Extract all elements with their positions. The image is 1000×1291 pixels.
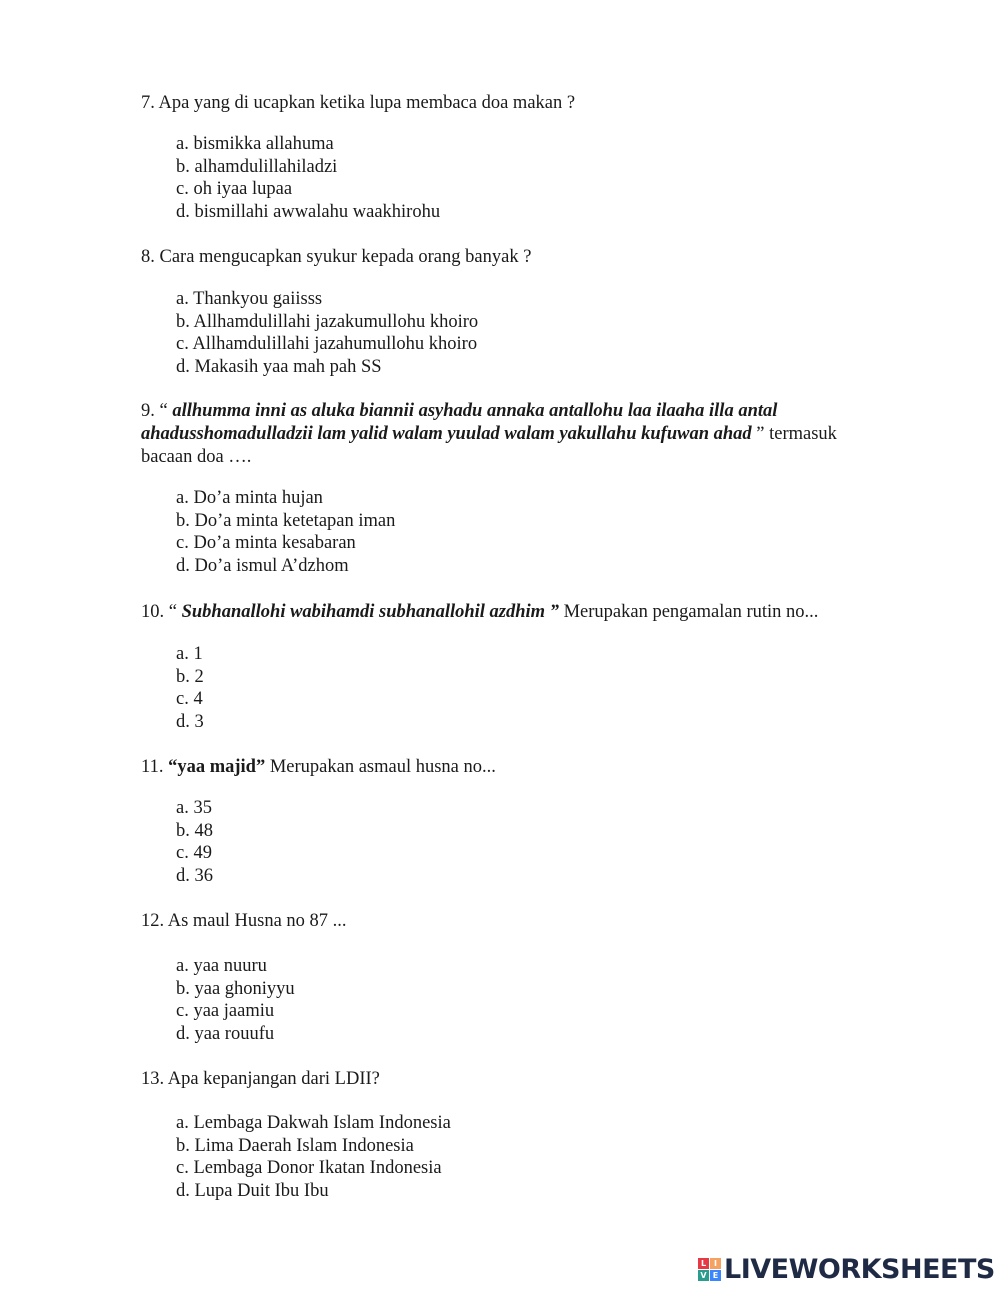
option-c[interactable]: c. 4 <box>176 689 203 709</box>
question-text: Apa yang di ucapkan ketika lupa membaca doa makan ? <box>158 93 576 113</box>
options-13 <box>176 1112 451 1202</box>
option-c[interactable]: c. Allhamdulillahi jazahumullohu khoiro <box>176 334 478 354</box>
options-12 <box>176 955 295 1045</box>
question-number: 12. <box>141 911 165 931</box>
option-c[interactable]: c. oh iyaa lupaa <box>176 179 293 199</box>
prayer-text: allhumma inni as aluka biannii asyhadu annaka antallohu laa ilaaha illa antal ahadusshomadulladzii lam yalid walam yuulad walam yakullahu kufuwan ahad <box>141 401 778 444</box>
option-b[interactable]: b. Lima Daerah Islam Indonesia <box>176 1135 414 1156</box>
option-b[interactable]: b. 2 <box>176 666 204 687</box>
logo-blocks-icon <box>698 1258 721 1281</box>
options-10 <box>176 643 204 733</box>
question-10 <box>141 601 891 624</box>
liveworksheets-logo <box>698 1254 995 1284</box>
option-d[interactable]: d. 3 <box>176 711 204 732</box>
question-number: 9. <box>141 401 155 421</box>
option-a[interactable]: a. Thankyou gaiisss <box>176 289 323 309</box>
option-a[interactable]: a. bismikka allahuma <box>176 134 334 154</box>
option-a[interactable]: a. 1 <box>176 644 203 664</box>
open-quote: “ <box>168 602 177 622</box>
option-a[interactable]: a. 35 <box>176 798 212 818</box>
question-text: ” termasuk bacaan doa …. <box>141 424 837 467</box>
logo-text: LIVEWORKSHEETS <box>724 1253 995 1285</box>
logo-block-e: E <box>710 1270 721 1281</box>
question-8 <box>141 246 891 269</box>
question-number: 10. <box>141 602 165 622</box>
option-a[interactable]: a. Lembaga Dakwah Islam Indonesia <box>176 1113 451 1133</box>
open-quote: “ <box>159 401 168 421</box>
question-text: Merupakan asmaul husna no... <box>269 757 496 777</box>
option-b[interactable]: b. yaa ghoniyyu <box>176 978 295 999</box>
question-text: Merupakan pengamalan rutin no... <box>563 602 819 622</box>
option-d[interactable]: d. yaa rouufu <box>176 1023 275 1044</box>
option-c[interactable]: c. 49 <box>176 843 212 863</box>
asmaul-husna-text: “yaa majid” <box>168 757 266 777</box>
question-9 <box>141 400 891 469</box>
option-a[interactable]: a. yaa nuuru <box>176 956 267 976</box>
option-a[interactable]: a. Do’a minta hujan <box>176 488 323 508</box>
options-11 <box>176 797 213 887</box>
options-9 <box>176 487 395 577</box>
question-number: 8. <box>141 247 155 267</box>
option-b[interactable]: b. Do’a minta ketetapan iman <box>176 510 396 531</box>
option-b[interactable]: b. Allhamdulillahi jazakumullohu khoiro <box>176 311 479 332</box>
logo-block-i: I <box>710 1258 721 1269</box>
question-number: 11. <box>141 757 164 777</box>
option-b[interactable]: b. 48 <box>176 820 213 841</box>
option-d[interactable]: d. 36 <box>176 865 213 886</box>
question-text: Cara mengucapkan syukur kepada orang banyak ? <box>159 247 532 267</box>
options-7 <box>176 133 440 223</box>
option-d[interactable]: d. Makasih yaa mah pah SS <box>176 356 382 377</box>
question-12 <box>141 910 891 933</box>
question-number: 7. <box>141 93 155 113</box>
question-number: 13. <box>141 1069 165 1089</box>
option-c[interactable]: c. Do’a minta kesabaran <box>176 533 356 553</box>
option-d[interactable]: d. Do’a ismul A’dzhom <box>176 555 349 576</box>
question-11 <box>141 756 891 779</box>
question-text: Apa kepanjangan dari LDII? <box>167 1069 380 1089</box>
question-13 <box>141 1068 891 1091</box>
option-c[interactable]: c. yaa jaamiu <box>176 1001 275 1021</box>
option-d[interactable]: d. bismillahi awwalahu waakhirohu <box>176 201 441 222</box>
question-7 <box>141 92 891 115</box>
option-d[interactable]: d. Lupa Duit Ibu Ibu <box>176 1180 329 1201</box>
logo-block-v: V <box>698 1270 709 1281</box>
option-c[interactable]: c. Lembaga Donor Ikatan Indonesia <box>176 1158 442 1178</box>
prayer-text: Subhanallohi wabihamdi subhanallohil azdhim ” <box>181 602 559 622</box>
question-text: As maul Husna no 87 ... <box>167 911 347 931</box>
options-8 <box>176 288 478 378</box>
logo-block-l: L <box>698 1258 709 1269</box>
option-b[interactable]: b. alhamdulillahiladzi <box>176 156 338 177</box>
